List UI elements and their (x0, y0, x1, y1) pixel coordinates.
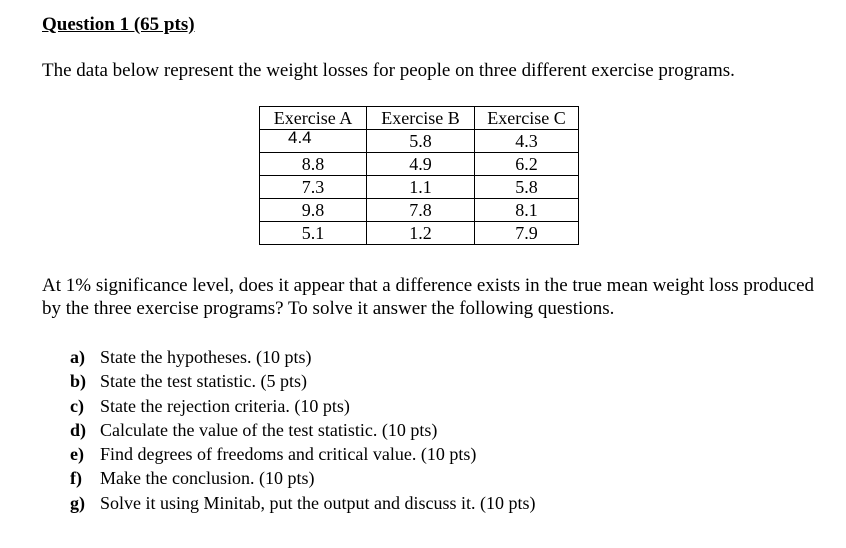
table-cell: 7.9 (475, 222, 579, 245)
table-row (260, 222, 579, 245)
table-row (260, 199, 579, 222)
list-item (70, 345, 536, 369)
table-row (260, 176, 579, 199)
item-text: State the test statistic. (5 pts) (100, 371, 307, 392)
table-cell: 6.2 (475, 153, 579, 176)
table-cell: 4.3 (475, 130, 579, 153)
table-cell: 5.1 (260, 222, 367, 245)
table-cell: 7.3 (260, 176, 367, 199)
table-cell: 4.9 (367, 153, 475, 176)
table-row (260, 153, 579, 176)
table-cell: 8.1 (475, 199, 579, 222)
table-cell: 5.8 (367, 130, 475, 153)
item-label: g) (70, 492, 85, 513)
item-text: Make the conclusion. (10 pts) (100, 468, 315, 489)
table-cell: 1.1 (367, 176, 475, 199)
item-text: Solve it using Minitab, put the output and discuss it. (10 pts) (100, 492, 536, 513)
column-header-exercise-a: Exercise A (260, 107, 367, 130)
item-text: Find degrees of freedoms and critical value. (10 pts) (100, 444, 477, 465)
item-label: b) (70, 371, 87, 392)
item-label: a) (70, 347, 85, 367)
list-item (70, 466, 536, 490)
question-text: At 1% significance level, does it appear that a difference exists in the true mean weight loss produced by the three exercise programs? To solve it answer the following questions. (42, 275, 815, 319)
intro-text: The data below represent the weight losses for people on three different exercise programs. (42, 60, 735, 81)
item-label: e) (70, 444, 84, 465)
table-cell: 8.8 (260, 153, 367, 176)
list-item (70, 491, 536, 515)
sub-question-list (70, 345, 536, 515)
table-header-row (260, 107, 579, 130)
item-label: f) (70, 468, 82, 489)
list-item (70, 394, 536, 418)
item-text: State the rejection criteria. (10 pts) (100, 395, 350, 416)
table-cell: 5.8 (475, 176, 579, 199)
item-text: Calculate the value of the test statistic. (10 pts) (100, 419, 438, 440)
column-header-exercise-b: Exercise B (367, 107, 475, 130)
table-cell: 4.4 (260, 130, 367, 153)
table-cell: 7.8 (367, 199, 475, 222)
question-title: Question 1 (65 pts) (42, 14, 195, 35)
table-cell: 1.2 (367, 222, 475, 245)
data-table (259, 106, 579, 245)
table-row (260, 130, 579, 153)
column-header-exercise-c: Exercise C (475, 107, 579, 130)
item-label: c) (70, 395, 84, 416)
list-item (70, 418, 536, 442)
list-item (70, 442, 536, 466)
table-cell: 9.8 (260, 199, 367, 222)
item-text: State the hypotheses. (10 pts) (100, 347, 312, 367)
item-label: d) (70, 419, 87, 440)
list-item (70, 369, 536, 393)
